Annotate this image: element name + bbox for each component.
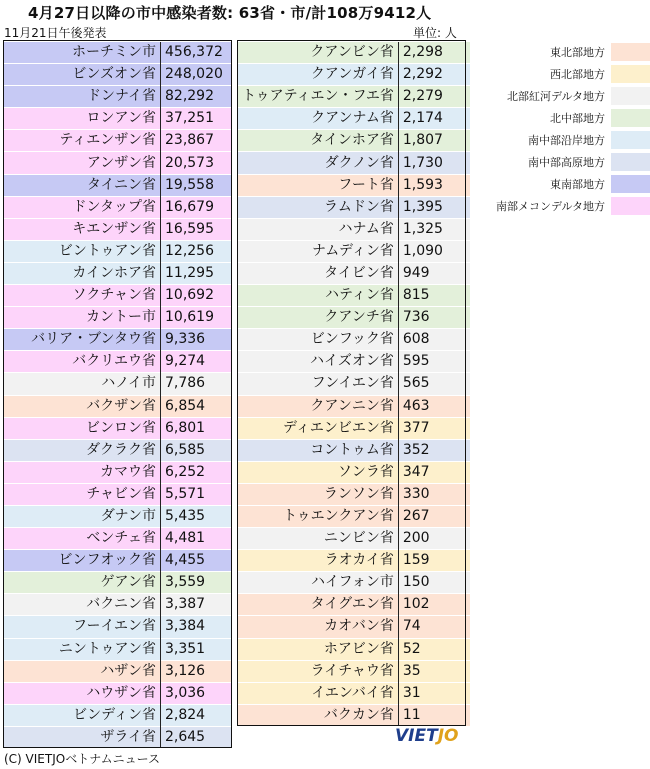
case-count: 150 — [398, 572, 470, 594]
province-name: バリア・ブンタウ省 — [4, 329, 161, 351]
case-count: 1,730 — [398, 152, 470, 174]
table-row — [238, 461, 470, 483]
case-count: 347 — [398, 461, 470, 483]
announcement-date: 11月21日午後発表 — [4, 26, 107, 40]
table-row — [4, 550, 232, 572]
legend-label: 東南部地方 — [550, 178, 605, 191]
province-name: フート省 — [238, 174, 398, 196]
case-count: 19,558 — [161, 174, 233, 196]
table-row — [238, 417, 470, 439]
province-name: バクカン省 — [238, 704, 398, 726]
province-name: ハナム省 — [238, 218, 398, 240]
province-name: ベンチェ省 — [4, 528, 161, 550]
cases-table-right — [238, 41, 470, 726]
legend-label: 南部メコンデルタ地方 — [495, 200, 605, 213]
case-count: 2,824 — [161, 704, 233, 726]
province-name: フーイエン省 — [4, 616, 161, 638]
province-name: クアンニン省 — [238, 395, 398, 417]
province-name: ハイフォン市 — [238, 572, 398, 594]
table-row — [4, 174, 232, 196]
case-count: 608 — [398, 329, 470, 351]
case-count: 949 — [398, 262, 470, 284]
table-row — [238, 638, 470, 660]
table-row — [238, 86, 470, 108]
province-name: ハイズオン省 — [238, 351, 398, 373]
table-row — [4, 395, 232, 417]
province-name: ハノイ市 — [4, 373, 161, 395]
province-name: クアンビン省 — [238, 42, 398, 64]
case-count: 3,559 — [161, 572, 233, 594]
table-row — [238, 682, 470, 704]
province-name: ラオカイ省 — [238, 550, 398, 572]
province-name: ビンロン省 — [4, 417, 161, 439]
case-count: 102 — [398, 594, 470, 616]
province-name: トゥアティエン・フエ省 — [238, 86, 398, 108]
case-count: 159 — [398, 550, 470, 572]
case-count: 10,692 — [161, 285, 233, 307]
case-count: 35 — [398, 660, 470, 682]
case-count: 5,571 — [161, 483, 233, 505]
province-name: ナムディン省 — [238, 240, 398, 262]
table-row — [4, 262, 232, 284]
copyright-text: (C) VIETJOベトナムニュース — [4, 752, 161, 766]
table-row — [238, 64, 470, 86]
unit-label: 単位: 人 — [413, 26, 457, 40]
legend-swatch — [611, 87, 650, 105]
province-name: バクニン省 — [4, 594, 161, 616]
province-name: ダクラク省 — [4, 439, 161, 461]
table-row — [4, 108, 232, 130]
table-row — [4, 638, 232, 660]
legend-item — [480, 151, 650, 173]
table-row — [4, 417, 232, 439]
legend-label: 北部紅河デルタ地方 — [506, 90, 605, 103]
province-name: ダクノン省 — [238, 152, 398, 174]
case-count: 1,395 — [398, 196, 470, 218]
case-count: 10,619 — [161, 307, 233, 329]
case-count: 330 — [398, 483, 470, 505]
table-row — [4, 483, 232, 505]
case-count: 3,036 — [161, 682, 233, 704]
case-count: 52 — [398, 638, 470, 660]
logo-viet-text: VIET — [395, 726, 438, 746]
province-name: ビンフック省 — [238, 329, 398, 351]
province-name: ビンディン省 — [4, 704, 161, 726]
legend-label: 南中部沿岸地方 — [528, 134, 605, 147]
province-name: ホーチミン市 — [4, 42, 161, 64]
case-count: 74 — [398, 616, 470, 638]
table-row — [4, 528, 232, 550]
legend-item — [480, 63, 650, 85]
province-name: クアンチ省 — [238, 307, 398, 329]
case-count: 456,372 — [161, 42, 233, 64]
legend-swatch — [611, 109, 650, 127]
table-row — [4, 64, 232, 86]
province-name: ハティン省 — [238, 285, 398, 307]
table-row — [4, 218, 232, 240]
table-row — [238, 483, 470, 505]
province-name: タイビン省 — [238, 262, 398, 284]
table-row — [238, 373, 470, 395]
table-row — [238, 616, 470, 638]
province-name: ソクチャン省 — [4, 285, 161, 307]
case-count: 9,274 — [161, 351, 233, 373]
case-count: 200 — [398, 528, 470, 550]
case-count: 2,174 — [398, 108, 470, 130]
case-count: 23,867 — [161, 130, 233, 152]
chart-title: 4月27日以降の市中感染者数: 63省・市/計108万9412人 — [28, 4, 432, 22]
case-count: 463 — [398, 395, 470, 417]
case-count: 20,573 — [161, 152, 233, 174]
case-count: 6,854 — [161, 395, 233, 417]
case-count: 3,126 — [161, 660, 233, 682]
province-name: ドンナイ省 — [4, 86, 161, 108]
case-count: 16,679 — [161, 196, 233, 218]
case-count: 595 — [398, 351, 470, 373]
case-count: 6,252 — [161, 461, 233, 483]
province-name: ラムドン省 — [238, 196, 398, 218]
table-row — [238, 660, 470, 682]
table-row — [4, 704, 232, 726]
legend-swatch — [611, 65, 650, 83]
province-name: タイグエン省 — [238, 594, 398, 616]
province-name: ニントゥアン省 — [4, 638, 161, 660]
table-row — [238, 395, 470, 417]
legend-item — [480, 173, 650, 195]
table-row — [4, 594, 232, 616]
legend-swatch — [611, 131, 650, 149]
table-row — [238, 174, 470, 196]
table-row — [4, 616, 232, 638]
table-row — [4, 439, 232, 461]
table-row — [4, 505, 232, 527]
table-row — [238, 572, 470, 594]
case-count: 377 — [398, 417, 470, 439]
table-row — [4, 42, 232, 64]
table-row — [238, 130, 470, 152]
logo-jo-text: JO — [437, 726, 459, 746]
province-name: カマウ省 — [4, 461, 161, 483]
province-name: ライチャウ省 — [238, 660, 398, 682]
province-name: コントゥム省 — [238, 439, 398, 461]
province-name: ディエンビエン省 — [238, 417, 398, 439]
province-name: ソンラ省 — [238, 461, 398, 483]
case-count: 352 — [398, 439, 470, 461]
case-count: 16,595 — [161, 218, 233, 240]
case-count: 31 — [398, 682, 470, 704]
table-row — [238, 550, 470, 572]
table-row — [4, 329, 232, 351]
province-name: キエンザン省 — [4, 218, 161, 240]
table-row — [238, 218, 470, 240]
province-name: バクリエウ省 — [4, 351, 161, 373]
case-count: 6,585 — [161, 439, 233, 461]
case-count: 7,786 — [161, 373, 233, 395]
case-count: 2,292 — [398, 64, 470, 86]
province-name: ロンアン省 — [4, 108, 161, 130]
cases-table-left — [4, 41, 232, 748]
legend-item — [480, 195, 650, 217]
province-name: ハウザン省 — [4, 682, 161, 704]
province-name: タインホア省 — [238, 130, 398, 152]
case-count: 11,295 — [161, 262, 233, 284]
case-count: 12,256 — [161, 240, 233, 262]
province-name: バクザン省 — [4, 395, 161, 417]
case-count: 4,481 — [161, 528, 233, 550]
case-count: 248,020 — [161, 64, 233, 86]
table-row — [238, 528, 470, 550]
table-row — [238, 351, 470, 373]
legend-item — [480, 107, 650, 129]
table-row — [238, 42, 470, 64]
case-count: 11 — [398, 704, 470, 726]
case-count: 4,455 — [161, 550, 233, 572]
province-name: イエンバイ省 — [238, 682, 398, 704]
table-row — [238, 285, 470, 307]
case-count: 6,801 — [161, 417, 233, 439]
table-row — [4, 307, 232, 329]
table-row — [4, 351, 232, 373]
table-row — [238, 262, 470, 284]
case-count: 3,384 — [161, 616, 233, 638]
table-row — [4, 240, 232, 262]
case-count: 2,279 — [398, 86, 470, 108]
legend-item — [480, 129, 650, 151]
table-row — [4, 152, 232, 174]
province-name: ティエンザン省 — [4, 130, 161, 152]
province-name: ビンフオック省 — [4, 550, 161, 572]
table-row — [4, 660, 232, 682]
case-count: 1,593 — [398, 174, 470, 196]
province-name: チャビン省 — [4, 483, 161, 505]
legend-label: 西北部地方 — [550, 68, 605, 81]
province-name: ビントゥアン省 — [4, 240, 161, 262]
province-name: カインホア省 — [4, 262, 161, 284]
case-count: 565 — [398, 373, 470, 395]
legend-swatch — [611, 43, 650, 61]
table-row — [238, 505, 470, 527]
table-row — [4, 682, 232, 704]
table-row — [238, 704, 470, 726]
province-name: ザライ省 — [4, 726, 161, 748]
table-row — [4, 86, 232, 108]
region-legend — [480, 41, 650, 217]
legend-label: 南中部高原地方 — [528, 156, 605, 169]
legend-swatch — [611, 153, 650, 171]
case-count: 82,292 — [161, 86, 233, 108]
vietjo-logo — [395, 726, 458, 746]
table-row — [238, 439, 470, 461]
table-row — [4, 373, 232, 395]
legend-item — [480, 85, 650, 107]
case-count: 267 — [398, 505, 470, 527]
province-name: ゲアン省 — [4, 572, 161, 594]
case-count: 37,251 — [161, 108, 233, 130]
province-name: ニンビン省 — [238, 528, 398, 550]
case-count: 736 — [398, 307, 470, 329]
case-count: 815 — [398, 285, 470, 307]
table-row — [238, 307, 470, 329]
province-name: トゥエンクアン省 — [238, 505, 398, 527]
table-row — [238, 108, 470, 130]
table-row — [238, 594, 470, 616]
table-row — [4, 461, 232, 483]
table-row — [238, 329, 470, 351]
case-count: 1,325 — [398, 218, 470, 240]
legend-swatch — [611, 175, 650, 193]
case-count: 3,351 — [161, 638, 233, 660]
legend-label: 東北部地方 — [550, 46, 605, 59]
province-name: ホアビン省 — [238, 638, 398, 660]
table-row — [4, 196, 232, 218]
case-count: 1,090 — [398, 240, 470, 262]
province-name: タイニン省 — [4, 174, 161, 196]
table-row — [238, 152, 470, 174]
case-count: 5,435 — [161, 505, 233, 527]
province-name: ダナン市 — [4, 505, 161, 527]
legend-swatch — [611, 197, 650, 215]
table-row — [4, 572, 232, 594]
table-row — [238, 196, 470, 218]
legend-label: 北中部地方 — [550, 112, 605, 125]
table-row — [4, 285, 232, 307]
province-name: カントー市 — [4, 307, 161, 329]
case-count: 3,387 — [161, 594, 233, 616]
province-name: ランソン省 — [238, 483, 398, 505]
case-count: 2,298 — [398, 42, 470, 64]
case-count: 1,807 — [398, 130, 470, 152]
table-row — [238, 240, 470, 262]
province-name: ビンズオン省 — [4, 64, 161, 86]
case-count: 2,645 — [161, 726, 233, 748]
province-name: クアンナム省 — [238, 108, 398, 130]
case-count: 9,336 — [161, 329, 233, 351]
legend-item — [480, 41, 650, 63]
province-name: フンイエン省 — [238, 373, 398, 395]
province-name: アンザン省 — [4, 152, 161, 174]
province-name: カオバン省 — [238, 616, 398, 638]
table-row — [4, 726, 232, 748]
province-name: クアンガイ省 — [238, 64, 398, 86]
province-name: ハザン省 — [4, 660, 161, 682]
province-name: ドンタップ省 — [4, 196, 161, 218]
table-row — [4, 130, 232, 152]
